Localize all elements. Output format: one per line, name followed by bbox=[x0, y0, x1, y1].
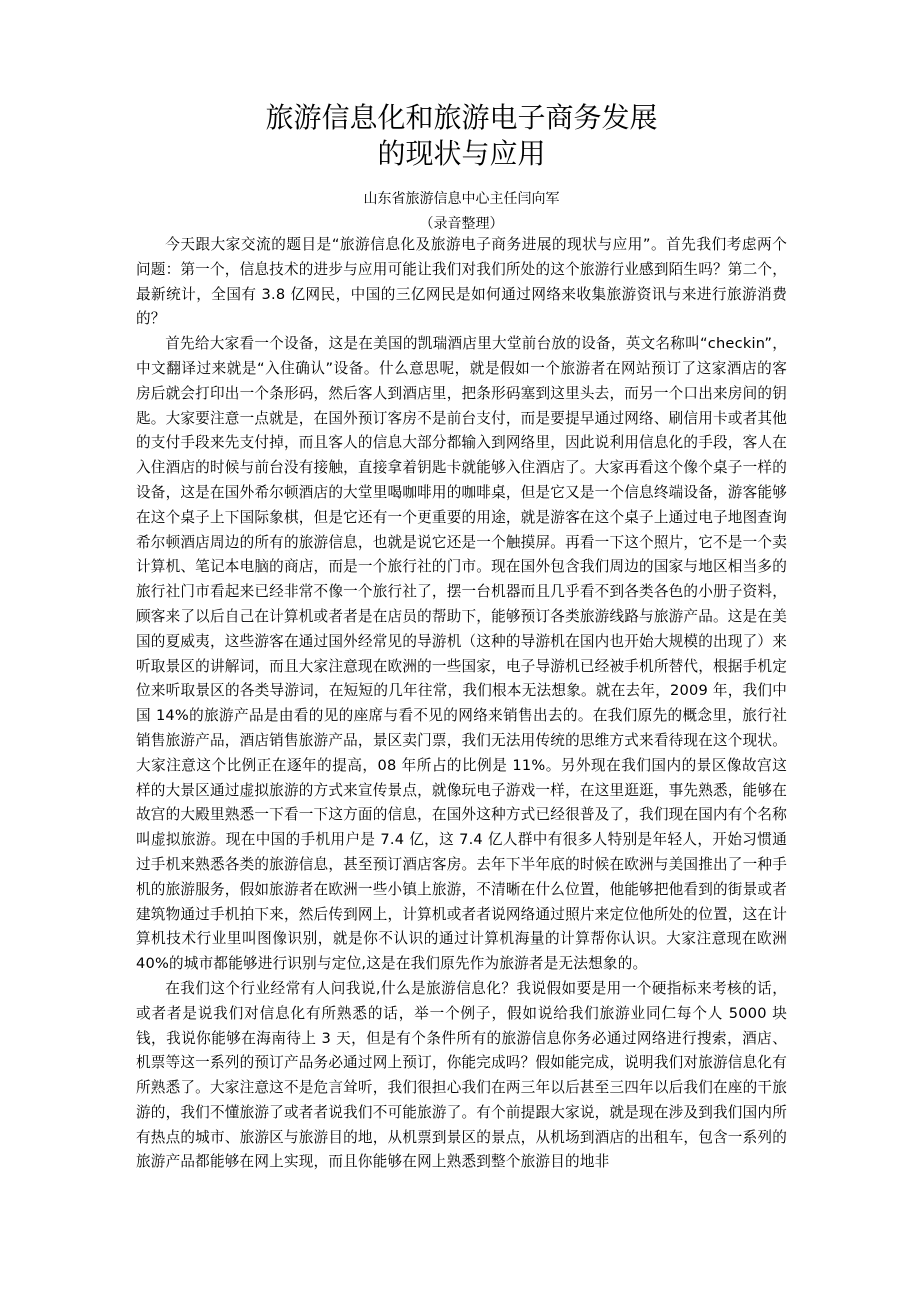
paragraph-3: 在我们这个行业经常有人问我说,什么是旅游信息化？我说假如要是用一个硬指标来考核的话，或者者是说我们对信息化有所熟悉的话，举一个例子，假如说给我们旅游业同仁每个人 5000 块钱，我说你能够在海南待上 3 天，但是有个条件所有的旅游信息你务必通过网络进行搜索，酒店、机票等这一系列的预订产品务必通过网上预订，你能完成吗？假如能完成，说明我们对旅游信息化有所熟悉了。大家注意这不是危言耸听，我们很担心我们在两三年以后甚至三四年以后我们在座的干旅游的，我们不懂旅游了或者者说我们不可能旅游了。有个前提跟大家说，就是现在涉及到我们国内所有热点的城市、旅游区与旅游目的地，从机票到景区的景点，从机场到酒店的出租车，包含一系列的旅游产品都能够在网上实现，而且你能够在网上熟悉到整个旅游目的地非 bbox=[136, 979, 787, 1171]
transcript-note: （录音整理） bbox=[419, 216, 504, 232]
document-title bbox=[136, 100, 787, 172]
document-page bbox=[136, 100, 787, 1175]
author-line: 山东省旅游信息中心主任闫向军 bbox=[363, 191, 560, 207]
title-line-1: 旅游信息化和旅游电子商务发展 bbox=[265, 101, 658, 134]
title-line-2: 的现状与应用 bbox=[377, 137, 546, 170]
paragraph-1: 今天跟大家交流的题目是“旅游信息化及旅游电子商务进展的现状与应用”。首先我们考虑两个问题：第一个，信息技术的进步与应用可能让我们对我们所处的这个旅游行业感到陌生吗？第二个，最新统计，全国有 3.8 亿网民，中国的三亿网民是如何通过网络来收集旅游资讯与来进行旅游消费的？ bbox=[136, 236, 787, 328]
paragraph-2: 首先给大家看一个设备，这是在美国的凯瑞酒店里大堂前台放的设备，英文名称叫“checkin”，中文翻译过来就是“入住确认”设备。什么意思呢，就是假如一个旅游者在网站预订了这家酒店的客房后就会打印出一个条形码，然后客人到酒店里，把条形码塞到这里头去，而另一个口出来房间的钥匙。大家要注意一点就是，在国外预订客房不是前台支付，而是要提早通过网络、刷信用卡或者其他的支付手段来先支付掉，而且客人的信息大部分都输入到网络里，因此说利用信息化的手段，客人在入住酒店的时候与前台没有接触，直接拿着钥匙卡就能够入住酒店了。大家再看这个像个桌子一样的设备，这是在国外希尔顿酒店的大堂里喝咖啡用的咖啡桌，但是它又是一个信息终端设备，游客能够在这个桌子上下国际象棋，但是它还有一个更重要的用途，就是游客在这个桌子上通过电子地图查询希尔顿酒店周边的所有的旅游信息，也就是说它还是一个触摸屏。再看一下这个照片，它不是一个卖计算机、笔记本电脑的商店，而是一个旅行社的门市。现在国外包含我们周边的国家与地区相当多的旅行社门市看起来已经非常不像一个旅行社了，摆一台机器而且几乎看不到各类各色的小册子资料，顾客来了以后自己在计算机或者者是在店员的帮助下，能够预订各类旅游线路与旅游产品。这是在美国的夏威夷，这些游客在通过国外经常见的导游机（这种的导游机在国内也开始大规模的出现了）来听取景区的讲解词，而且大家注意现在欧洲的一些国家，电子导游机已经被手机所替代，根据手机定位来听取景区的各类导游词，在短短的几年往常，我们根本无法想象。就在去年，2009 年，我们中国 14%的旅游产品是由看的见的座席与看不见的网络来销售出去的。在我们原先的概念里，旅行社销售旅游产品，酒店销售旅游产品，景区卖门票，我们无法用传统的思维方式来看待现在这个现状。大家注意这个比例正在逐年的提高，08 年所占的比例是 11%。另外现在我们国内的景区像故宫这样的大景区通过虚拟旅游的方式来宣传景点，就像玩电子游戏一样，在这里逛逛，事先熟悉，能够在故宫的大殿里熟悉一下看一下这方面的信息，在国外这种方式已经很普及了，我们现在国内有个名称叫虚拟旅游。现在中国的手机用户是 7.4 亿，这 7.4 亿人群中有很多人特别是年轻人，开始习惯通过手机来熟悉各类的旅游信息，甚至预订酒店客房。去年下半年底的时候在欧洲与美国推出了一种手机的旅游服务，假如旅游者在欧洲一些小镇上旅游，不清晰在什么位置，他能够把他看到的街景或者建筑物通过手机拍下来，然后传到网上，计算机或者者说网络通过照片来定位他所处的位置，这在计算机技术行业里叫图像识别，就是你不认识的通过计算机海量的计算帮你认识。大家注意现在欧洲40%的城市都能够进行识别与定位,这是在我们原先作为旅游者是无法想象的。 bbox=[136, 335, 787, 973]
